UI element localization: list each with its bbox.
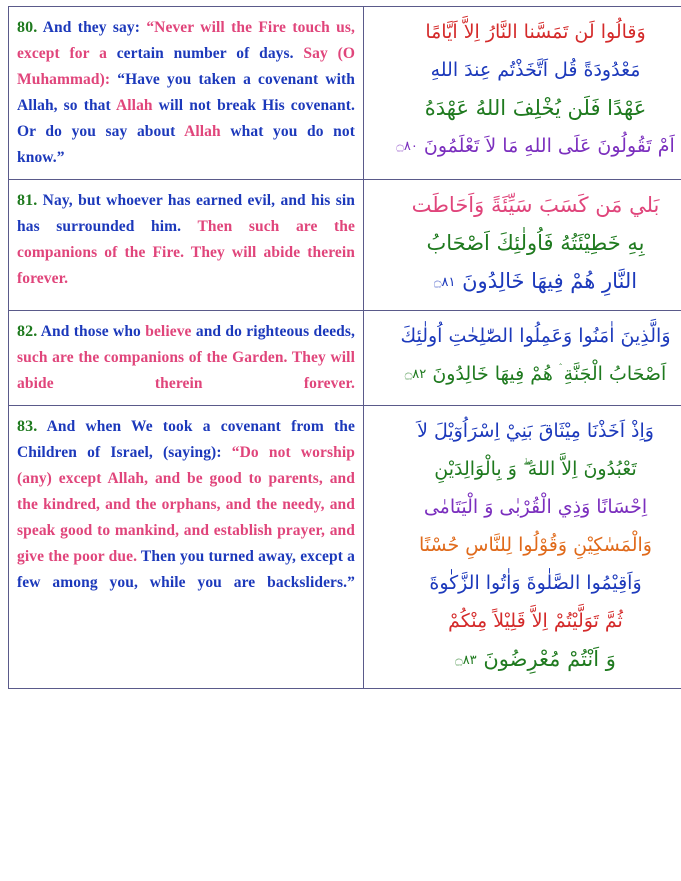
verse-arabic-text: عَهْدًا فَلَن يُخْلِفَ اللهُ عَهْدَهُ [424, 96, 647, 120]
verse-arabic-text: وَقالُوا لَن تَمَسَّنا النَّارُ اِلاَّ اَيَّامًا [425, 21, 646, 43]
verse-english-segment: Then such are the companions of the Fire. They will abide therein forever. [17, 218, 355, 287]
verse-arabic-text: مَعْدُودَةً قُل اَتَّخَذْتُم عِندَ اللهِ [430, 59, 641, 81]
verse-arabic-text: وَاِذْ اَخَذْنَا مِيْثَاقَ بَنِيْ اِسْرَاُوٓيْلَ لاَ [417, 420, 654, 442]
verse-english-cell [9, 311, 364, 406]
verse-number: 81. [17, 192, 38, 209]
verse-english-segment: certain number of days. [116, 45, 294, 62]
verse-english-segment: “Have you taken a covenant with Allah, so that [17, 71, 355, 114]
verse-arabic-line [372, 317, 681, 355]
verse-arabic-line [372, 127, 681, 166]
table-row [9, 180, 681, 311]
verse-arabic-text: ثُمَّ تَوَلَّيْتُمْ اِلاَّ قَلِيْلاً مِنْكُمْ [448, 610, 623, 632]
verse-english-text [17, 13, 355, 171]
verse-english-cell [9, 406, 364, 689]
table-row [9, 7, 681, 180]
verse-arabic-cell [364, 180, 681, 311]
verse-arabic-text: بَلي مَن كَسَبَ سَيِّئَةً وَاَحَاطَت [411, 193, 660, 217]
verse-english-segment: Then you turned away, except a few among you, while you are backsliders.” [17, 548, 355, 591]
verse-arabic-text: وَ اَنْتُمْ مُعْرِضُونَ [483, 647, 616, 671]
verse-english-segment: such are the companions of the Garden. They will abide therein forever. [17, 349, 355, 392]
verse-english-segment: Allah [115, 97, 153, 114]
verse-english-segment: Allah [184, 123, 221, 140]
verse-arabic-line [372, 186, 681, 224]
verse-arabic-text: وَالَّذِينَ اٰمَنُوا وَعَمِلُوا الصّٰلِحٰتِ اُولٰئِكَ [400, 325, 671, 347]
verse-arabic-line [372, 602, 681, 640]
verse-arabic-line [372, 89, 681, 127]
verse-arabic-cell [364, 311, 681, 406]
verse-arabic-line [372, 13, 681, 51]
verse-arabic-text: اَصْحَابُ الْجَنَّةِ ۛ هُمْ فِيهَا خَالِدُونَ [432, 363, 667, 385]
verse-arabic-line [372, 450, 681, 488]
verse-number: 83. [17, 418, 38, 435]
verse-arabic-line [372, 564, 681, 602]
verse-arabic-text: وَاَقِيْمُوا الصَّلٰوةَ وَاٰتُوا الزَّكٰوةَ [429, 572, 642, 594]
verse-arabic-line [372, 640, 681, 680]
verse-english-cell [9, 180, 364, 311]
verse-arabic-line [372, 262, 681, 302]
verse-arabic-text: بِهِ خَطِيْئَتُهُ فَاُولٰئِكَ اَصْحَابُ [426, 231, 645, 255]
verse-english-segment: And they say: [42, 19, 147, 36]
verse-english-segment: believe [145, 323, 192, 340]
verse-number: 80. [17, 19, 38, 36]
verse-table [8, 6, 681, 689]
ayah-end-marker: ۝٨٣ [455, 653, 477, 668]
verse-english-text [17, 317, 355, 397]
verse-english-segment: “Do not worship (any) except Allah, and be good to parents, and the kindred, and the orphans, and the needy, and speak good to mankind, and establish prayer, and give the poor due. [17, 444, 355, 565]
verse-arabic-line [372, 526, 681, 564]
verse-english-segment: and do righteous deeds, [191, 323, 356, 340]
verse-arabic-line [372, 51, 681, 89]
ayah-end-marker: ۝٨٢ [404, 367, 427, 382]
verse-arabic-line [372, 412, 681, 450]
verse-arabic-text: اَمْ تَقُولُونَ عَلَى اللهِ مَا لاَ تَعْلَمُونَ [423, 135, 675, 157]
verse-arabic-line [372, 224, 681, 262]
verse-english-segment: will not break His covenant. Or do you say about [17, 97, 355, 140]
verse-english-segment: Nay, but whoever has earned evil, and his sin has surrounded him. [17, 192, 355, 235]
verse-arabic-text: تَعْبُدُونَ اِلاَّ اللهَ ۖ وَ بِالْوَالِدَيْنِ [434, 458, 637, 480]
verse-english-text [17, 186, 355, 292]
verse-english-segment: And those who [40, 323, 146, 340]
verse-english-segment: And when We took a covenant from the Children of Israel, (saying): [17, 418, 356, 461]
verse-number: 82. [17, 323, 38, 340]
verse-arabic-cell [364, 7, 681, 180]
table-row [9, 311, 681, 406]
verse-arabic-cell [364, 406, 681, 689]
verse-arabic-line [372, 488, 681, 526]
verse-arabic-text: النَّارِ هُمْ فِيهَا خَالِدُونَ [462, 269, 638, 293]
verse-english-text [17, 412, 355, 596]
ayah-end-marker: ۝٨٠ [396, 139, 418, 154]
ayah-end-marker: ۝٨١ [433, 275, 456, 290]
verse-arabic-line [372, 355, 681, 394]
verse-english-cell [9, 7, 364, 180]
verse-table-body [9, 7, 681, 689]
verse-arabic-text: اِحْسَانًا وَذِي الْقُرْبٰى وَ الْيَتَامٰى [423, 496, 648, 518]
verse-english-segment: what you do not know.” [17, 123, 355, 166]
verse-arabic-text: وَالْمَسٰكِيْنِ وَقُوْلُوا لِلنَّاسِ حُسْنًا [419, 534, 652, 556]
verse-english-segment: “Never will the Fire touch us, except for a [17, 19, 355, 62]
table-row [9, 406, 681, 689]
verse-english-segment: Say (O Muhammad): [17, 45, 355, 88]
